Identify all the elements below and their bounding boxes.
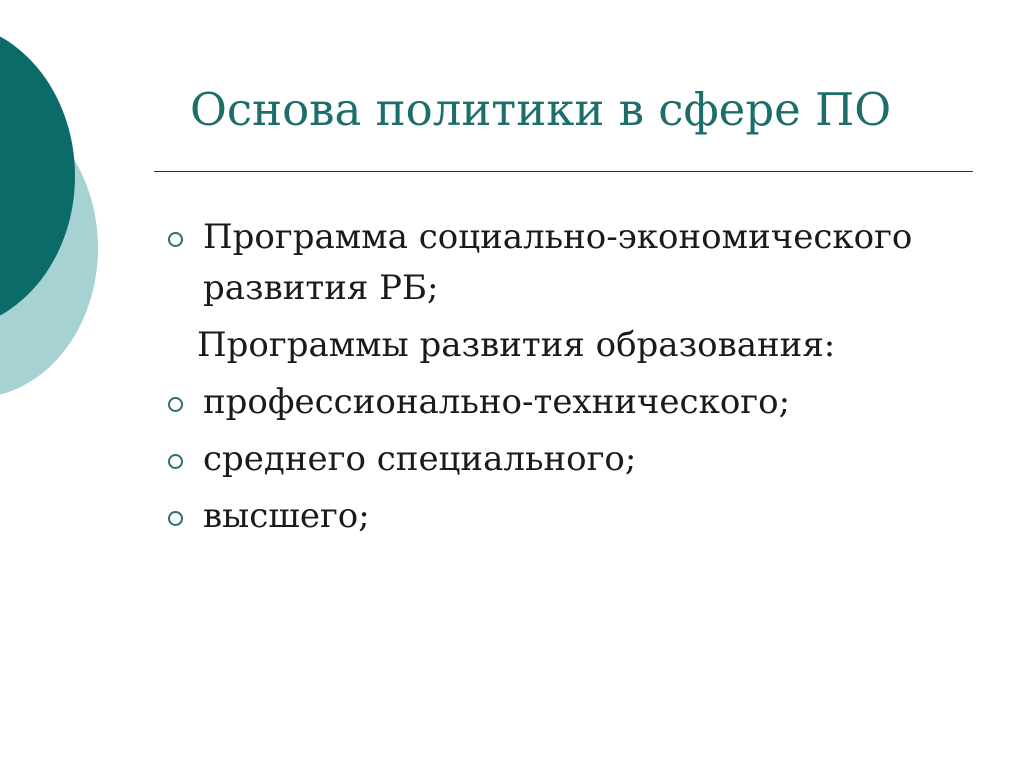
list-item-text: профессионально-технического; xyxy=(203,382,791,422)
list-item xyxy=(165,377,965,428)
list-item xyxy=(165,212,965,314)
circle-bullet-icon xyxy=(168,232,183,247)
title-divider xyxy=(154,171,973,172)
list-item-text: высшего; xyxy=(203,496,370,536)
slide-title: Основа политики в сфере ПО xyxy=(190,83,892,136)
list-item xyxy=(165,434,965,485)
list-heading xyxy=(165,320,965,371)
circle-bullet-icon xyxy=(168,454,183,469)
list-item xyxy=(165,491,965,542)
circle-bullet-icon xyxy=(168,511,183,526)
list-item-text: среднего специального; xyxy=(203,439,637,479)
list-heading-text: Программы развития образования: xyxy=(197,325,836,365)
circle-bullet-icon xyxy=(168,397,183,412)
list-item-text: Программа социально-экономического развития РБ; xyxy=(203,217,913,308)
slide-content-list xyxy=(165,212,965,548)
